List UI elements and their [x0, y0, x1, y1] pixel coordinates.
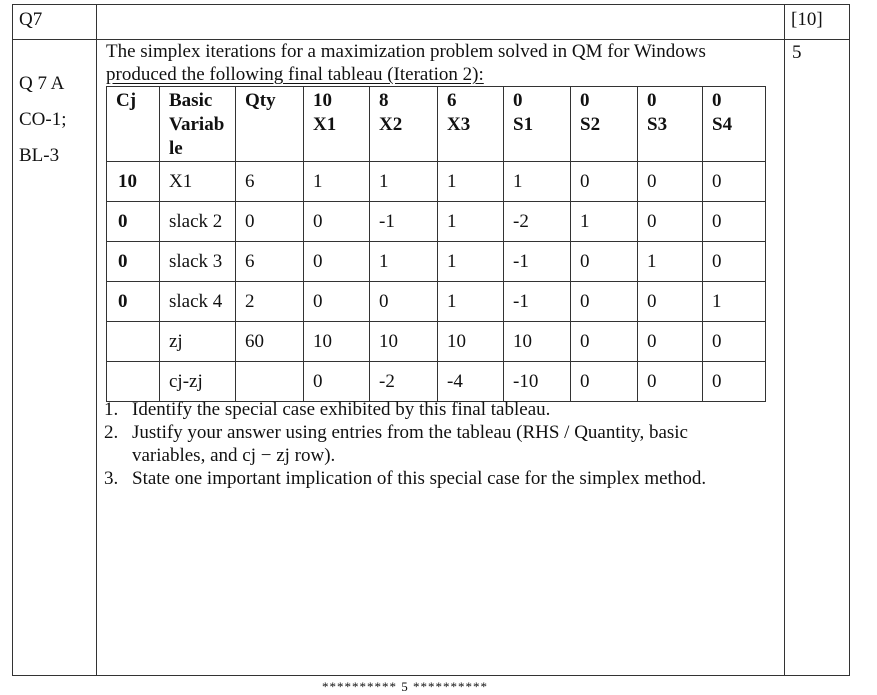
header-s1: 0 S1 — [504, 87, 571, 162]
cell-s4: 0 — [703, 242, 766, 282]
cell-qty: 60 — [236, 322, 304, 362]
cell-cj: 0 — [107, 202, 160, 242]
cell-cj: 0 — [107, 282, 160, 322]
question-item — [104, 467, 706, 490]
question-item-text-continued: variables, and cj − zj row). — [132, 445, 336, 466]
cell-x3: 10 — [438, 322, 504, 362]
cell-basic: cj-zj — [160, 362, 236, 402]
intro-line-1: The simplex iterations for a maximization problem solved in QM for Windows — [106, 41, 706, 62]
cell-s1: 10 — [504, 322, 571, 362]
cell-s4: 0 — [703, 362, 766, 402]
cell-x1: 0 — [304, 362, 370, 402]
header-x3: 6 X3 — [438, 87, 504, 162]
cell-s2: 0 — [571, 322, 638, 362]
cell-x3: -4 — [438, 362, 504, 402]
cell-cj: 0 — [107, 242, 160, 282]
left-column-divider — [96, 4, 97, 676]
cell-x3: 1 — [438, 242, 504, 282]
header-cj: Cj — [107, 87, 160, 162]
header-s3: 0 S3 — [638, 87, 703, 162]
question-item-number: 2. — [104, 422, 119, 443]
cell-s3: 0 — [638, 162, 703, 202]
tableau-header-row — [107, 87, 766, 162]
cell-x2: -2 — [370, 362, 438, 402]
cell-cj — [107, 362, 160, 402]
cell-s3: 0 — [638, 282, 703, 322]
simplex-tableau — [106, 86, 766, 402]
cell-x3: 1 — [438, 162, 504, 202]
cell-basic: slack 4 — [160, 282, 236, 322]
question-number: Q7 — [19, 9, 43, 30]
cell-s4: 0 — [703, 322, 766, 362]
sub-question-id: Q 7 A — [19, 73, 65, 94]
cell-qty — [236, 362, 304, 402]
cell-s1: -2 — [504, 202, 571, 242]
cell-s2: 1 — [571, 202, 638, 242]
tableau-row — [107, 162, 766, 202]
header-basic-variable: Basic Variab le — [160, 87, 236, 162]
total-marks: [10] — [791, 9, 823, 30]
cell-s2: 0 — [571, 282, 638, 322]
cell-s1: 1 — [504, 162, 571, 202]
cell-s2: 0 — [571, 162, 638, 202]
header-qty: Qty — [236, 87, 304, 162]
cell-x1: 10 — [304, 322, 370, 362]
cell-x1: 0 — [304, 282, 370, 322]
page-footer: ********** 5 ********** — [322, 679, 488, 694]
cell-qty: 2 — [236, 282, 304, 322]
cell-s3: 1 — [638, 242, 703, 282]
cell-qty: 6 — [236, 242, 304, 282]
cell-x1: 0 — [304, 242, 370, 282]
cell-basic: X1 — [160, 162, 236, 202]
cell-cj: 10 — [107, 162, 160, 202]
cell-s1: -1 — [504, 282, 571, 322]
question-item-number: 1. — [104, 399, 119, 420]
cell-cj — [107, 322, 160, 362]
tableau-row — [107, 322, 766, 362]
tableau-row — [107, 202, 766, 242]
question-item — [104, 398, 706, 421]
bloom-level: BL-3 — [19, 145, 60, 166]
header-x2: 8 X2 — [370, 87, 438, 162]
marks-column-divider — [784, 4, 785, 676]
cell-x3: 1 — [438, 202, 504, 242]
cell-x2: 1 — [370, 162, 438, 202]
question-item-text: Justify your answer using entries from the tableau (RHS / Quantity, basic — [132, 422, 688, 443]
question-item-number: 3. — [104, 468, 119, 489]
cell-x2: 10 — [370, 322, 438, 362]
cell-x2: 0 — [370, 282, 438, 322]
cell-s1: -10 — [504, 362, 571, 402]
question-item-text: State one important implication of this special case for the simplex method. — [132, 468, 707, 489]
tableau-row — [107, 362, 766, 402]
cell-x2: 1 — [370, 242, 438, 282]
cell-basic: slack 2 — [160, 202, 236, 242]
intro-line-2: produced the following final tableau (Iteration 2): — [106, 64, 484, 85]
cell-x1: 1 — [304, 162, 370, 202]
cell-s1: -1 — [504, 242, 571, 282]
cell-x3: 1 — [438, 282, 504, 322]
header-s4: 0 S4 — [703, 87, 766, 162]
cell-s2: 0 — [571, 362, 638, 402]
intro-paragraph — [106, 40, 778, 86]
cell-qty: 0 — [236, 202, 304, 242]
cell-s4: 1 — [703, 282, 766, 322]
question-list — [104, 398, 706, 490]
header-s2: 0 S2 — [571, 87, 638, 162]
cell-x1: 0 — [304, 202, 370, 242]
cell-s4: 0 — [703, 162, 766, 202]
cell-s3: 0 — [638, 322, 703, 362]
tableau-row — [107, 282, 766, 322]
question-item-text: Identify the special case exhibited by this final tableau. — [132, 399, 551, 420]
question-item — [104, 421, 706, 467]
cell-basic: zj — [160, 322, 236, 362]
cell-s2: 0 — [571, 242, 638, 282]
sub-question-marks: 5 — [792, 42, 802, 63]
cell-x2: -1 — [370, 202, 438, 242]
cell-basic: slack 3 — [160, 242, 236, 282]
cell-qty: 6 — [236, 162, 304, 202]
course-outcome: CO-1; — [19, 109, 67, 130]
tableau-row — [107, 242, 766, 282]
cell-s3: 0 — [638, 202, 703, 242]
header-x1: 10 X1 — [304, 87, 370, 162]
cell-s3: 0 — [638, 362, 703, 402]
cell-s4: 0 — [703, 202, 766, 242]
